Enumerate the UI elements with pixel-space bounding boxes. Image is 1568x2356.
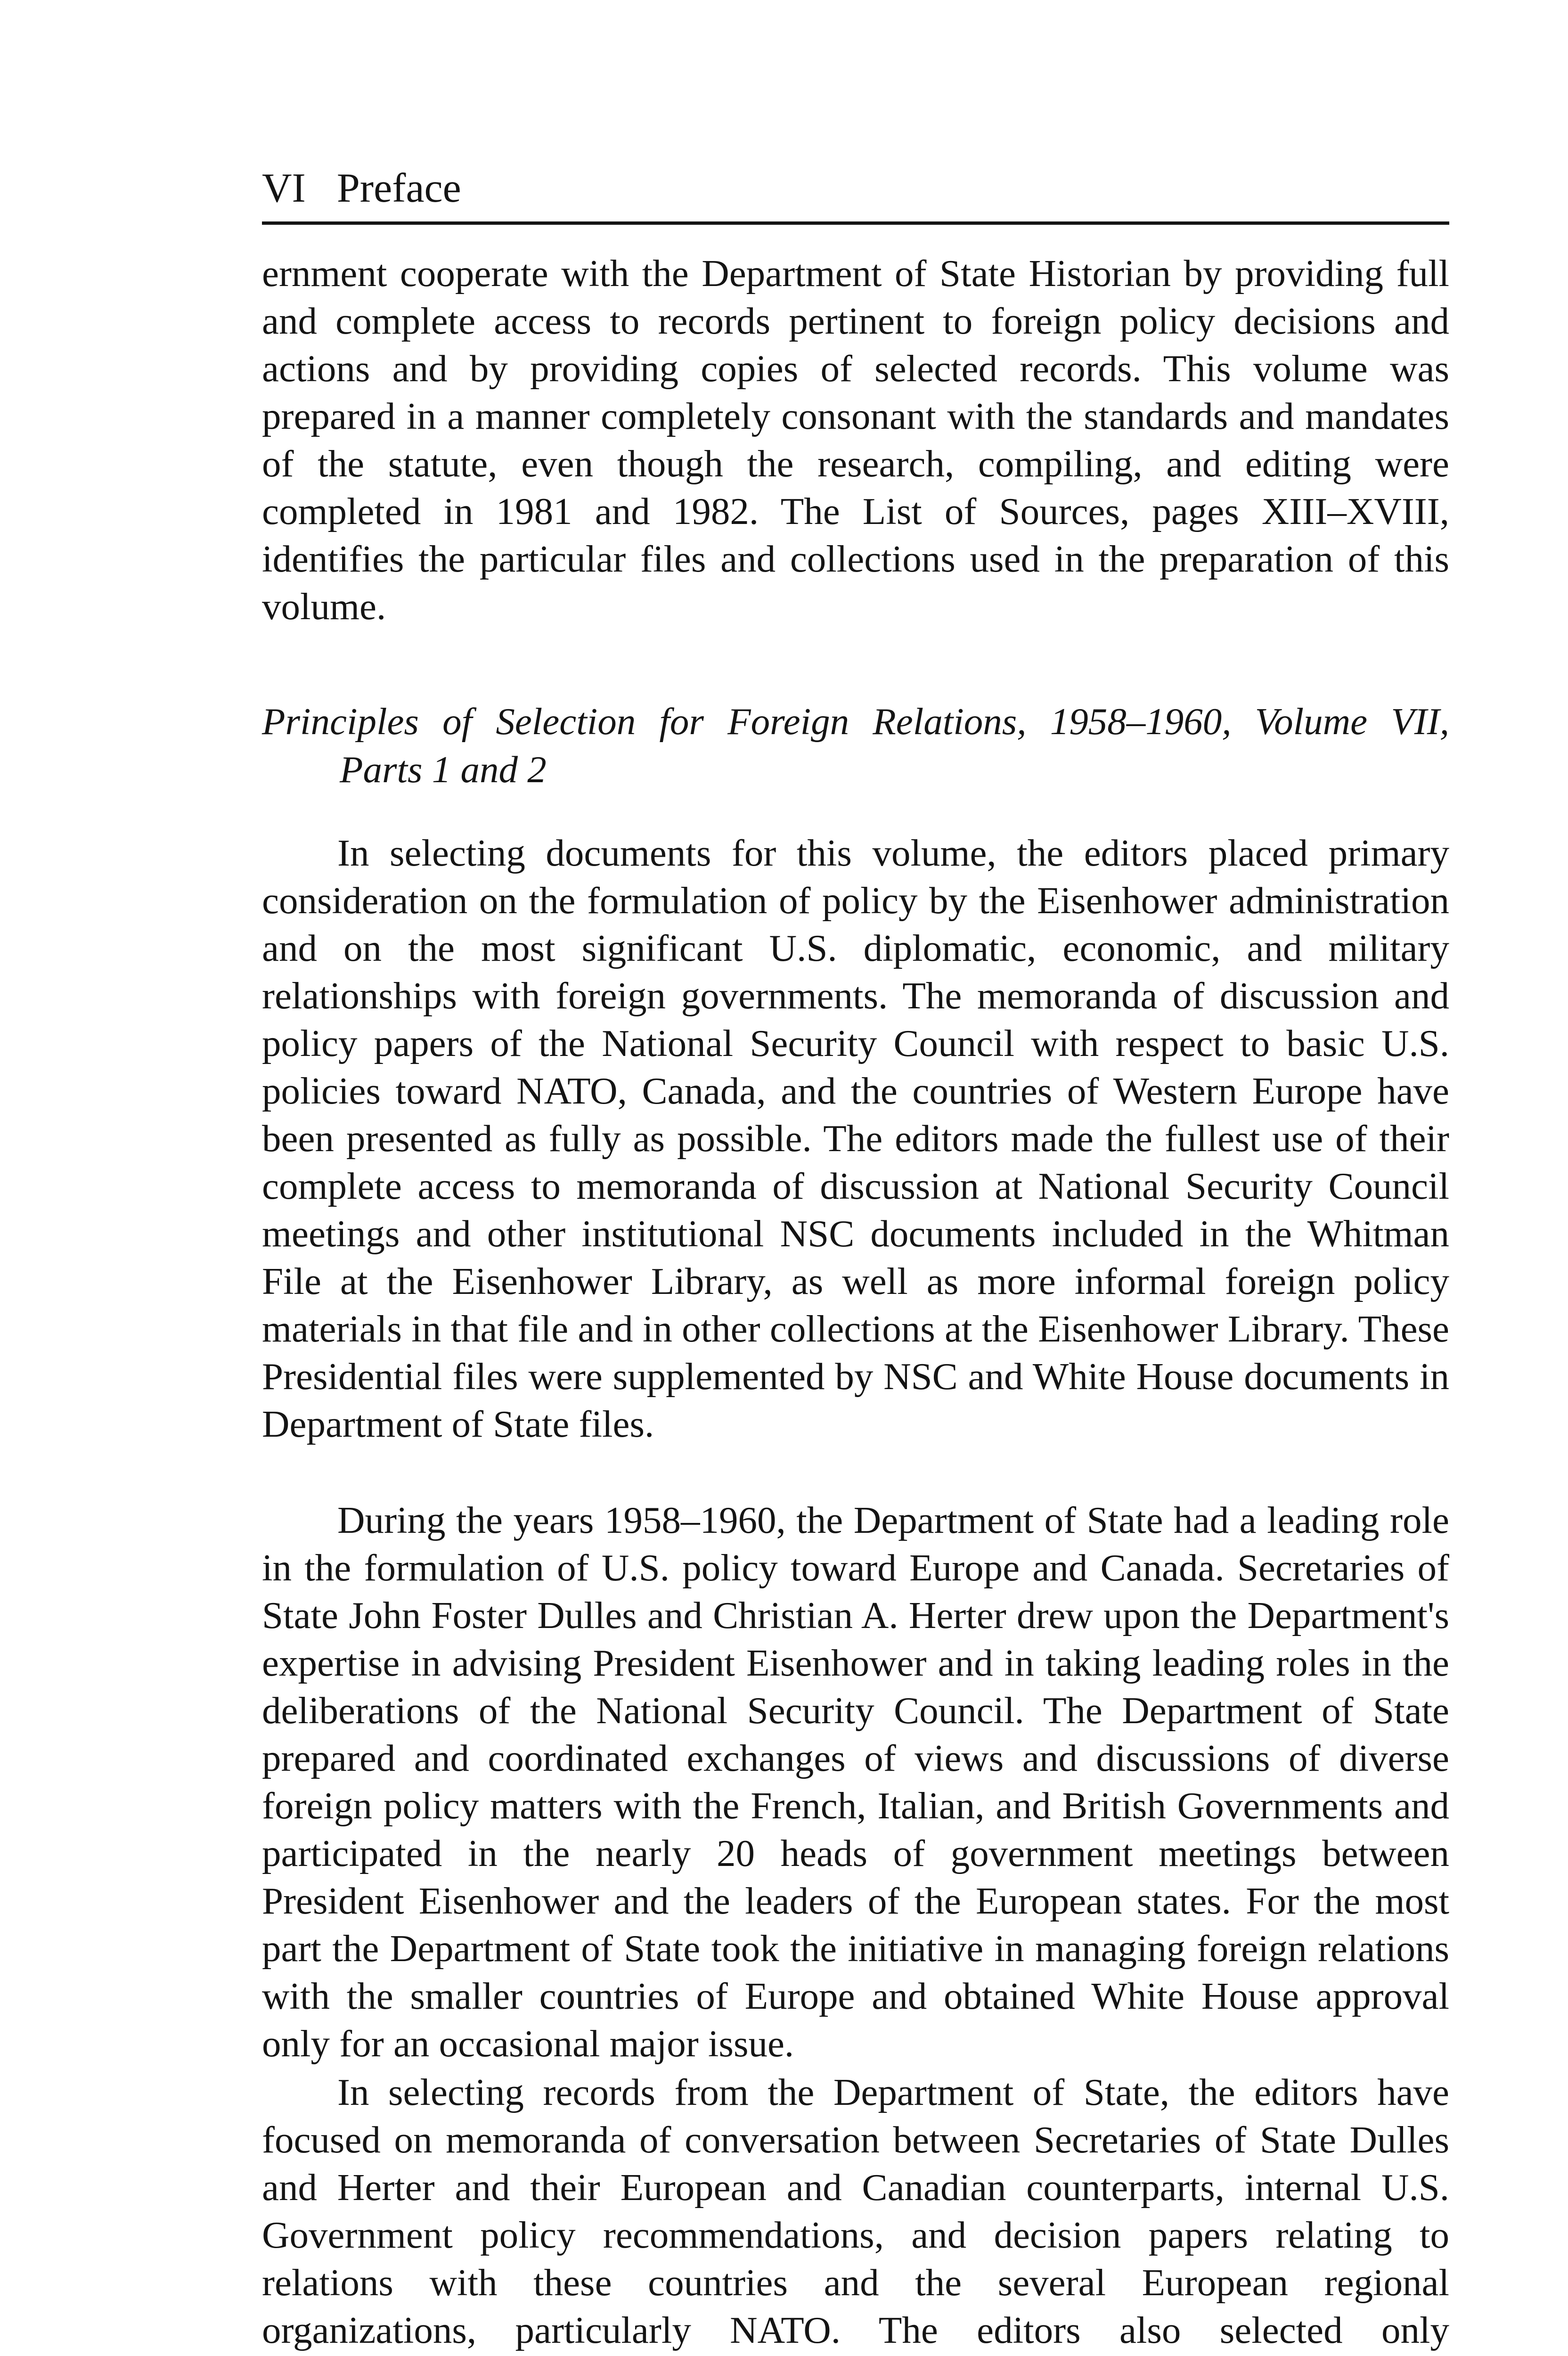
paragraph-3: During the years 1958–1960, the Department of State had a leading role in the formulation of U.S. policy toward Europe and Canada. Secretaries of State John Foster Dulles and Christian A. Herter drew upon the Department's expertise in advising President Eisenhower and in taking leading roles in the deliberations of the National Security Council. The Department of State prepared and coordinated exchanges of views and discussions of diverse foreign policy matters with the French, Italian, and British Governments and participated in the nearly 20 heads of government meetings between President Eisenhower and the leaders of the European states. For the most part the Department of State took the initiative in managing foreign relations with the smaller countries of Europe and obtained White House approval only for an occasional major issue. [262,1499,1449,2065]
running-head [262,165,1449,212]
paragraph-2: In selecting documents for this volume, the editors placed primary consideration on the formulation of policy by the Eisenhower administration and on the most significant U.S. diplomatic, economic, and military relationships with foreign governments. The memoranda of discussion and policy papers of the National Security Council with respect to basic U.S. policies toward NATO, Canada, and the countries of Western Europe have been presented as fully as possible. The editors made the fullest use of their complete access to memoranda of discussion at National Security Council meetings and other institutional NSC documents included in the Whitman File at the Eisenhower Library, as well as more informal foreign policy materials in that file and in other collections at the Eisenhower Library. These Presidential files were supplemented by NSC and White House documents in Department of State files. [262,832,1449,1445]
section-title: Preface [336,165,461,211]
paragraph-4: In selecting records from the Department of State, the editors have focused on memoranda of conversation between Secretaries of State Dulles and Herter and their European and Canadian counterparts, internal U.S. Government policy recommendations, and decision papers relating to relations with these countries and the several European regional organizations, particularly NATO. The editors also selected only [262,2071,1449,2351]
page-number: VI [262,165,306,211]
section-heading-line-1: Principles of Selection for Foreign Relations, 1958–1960, Volume VII, [262,700,1449,743]
section-heading [262,697,1449,794]
paragraph-1: ernment cooperate with the Department of State Historian by providing full and complete access to records pertinent to foreign policy decisions and actions and by providing copies of selected records. This volume was prepared in a manner completely consonant with the standards and mandates of the statute, even though the research, compiling, and editing were completed in 1981 and 1982. The List of Sources, pages XIII–XVIII, identifies the particular files and collections used in the preparation of this volume. [262,252,1449,628]
section-heading-line-2: Parts 1 and 2 [340,748,547,791]
header-rule [262,221,1449,225]
